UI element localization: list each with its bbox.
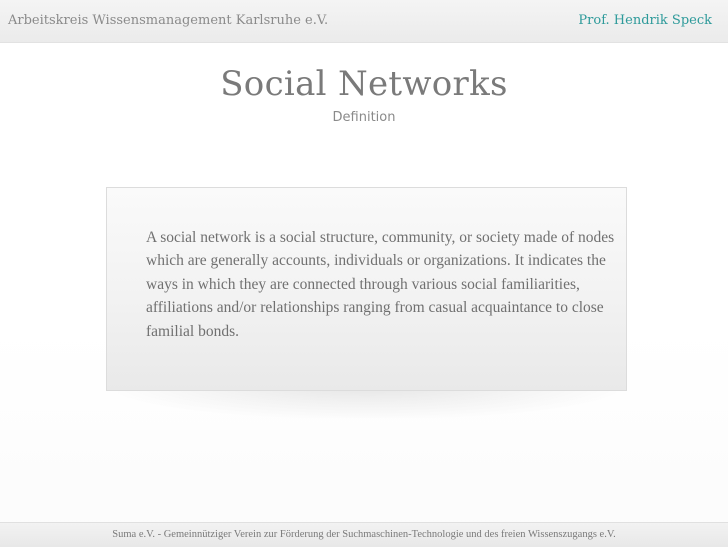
- definition-text: A social network is a social structure, community, or society made of nodes which are generally accounts, individuals or organizations. It indicates the ways in which they are connected through various social familiarities, affiliations and/or relationships ranging from casual acquaintance to close familial bonds.: [146, 229, 615, 340]
- slide-subtitle: Definition: [332, 110, 396, 125]
- header-organization: Arbeitskreis Wissensmanagement Karlsruhe e.V.: [8, 13, 329, 28]
- definition-card: [106, 187, 627, 391]
- footer-bar: [0, 522, 728, 547]
- footer-text: Suma e.V. - Gemeinnütziger Verein zur Förderung der Suchmaschinen-Technologie und des freien Wissenszugangs e.V.: [112, 529, 616, 540]
- header-author: Prof. Hendrik Speck: [578, 13, 712, 28]
- slide-title: Social Networks: [220, 64, 508, 104]
- header-bar: [0, 0, 728, 43]
